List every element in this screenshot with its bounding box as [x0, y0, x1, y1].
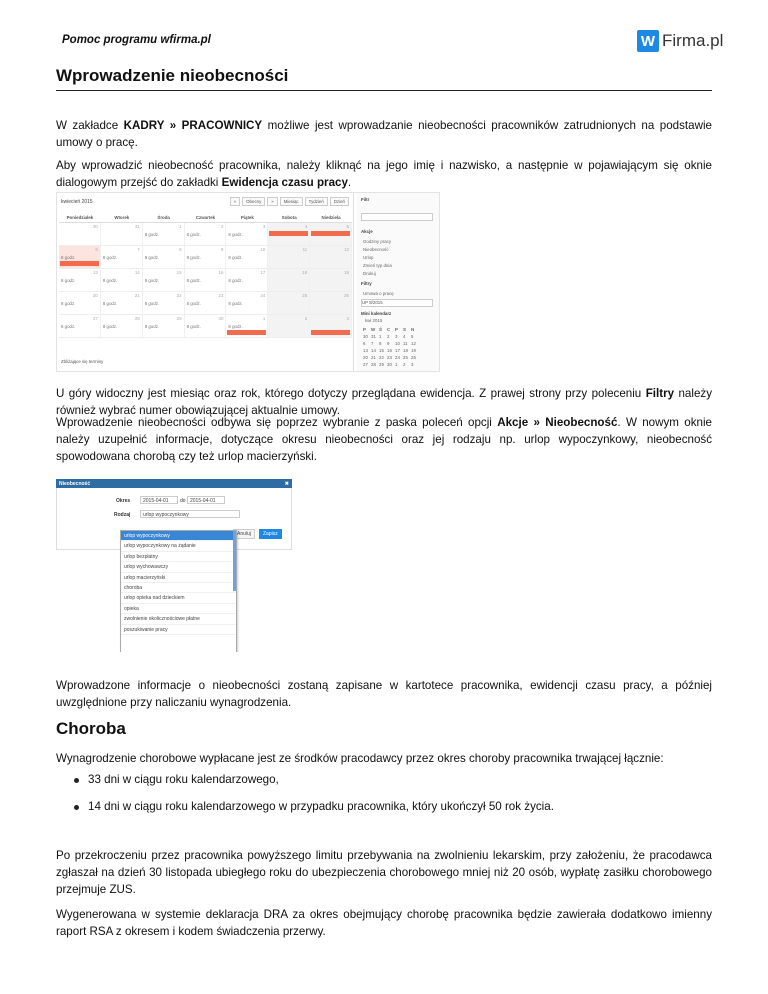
- dropdown-option: urlop opieka nad dzieckiem: [121, 593, 236, 603]
- calendar-day: [310, 315, 352, 337]
- dropdown-option: zwolnienie okolicznościowe płatne: [121, 614, 236, 624]
- mini-day: 20: [363, 355, 368, 360]
- mini-day: 18: [403, 348, 408, 353]
- mini-day: 23: [387, 355, 392, 360]
- calendar-week: [59, 246, 352, 269]
- day-header: Środa: [157, 215, 170, 220]
- calendar-sidebar: [357, 193, 440, 372]
- calendar-day: [101, 269, 143, 291]
- day-event: 8 godz.: [102, 301, 118, 306]
- calendar-day: [59, 223, 101, 245]
- paragraph-7: Po przekroczeniu przez pracownika powyższego limitu przebywania na zwolnieniu lekarskim, przy założeniu, że pracodawca zgłaszał na dzień 30 listopada ubiegłego roku do ubezpieczenia chorobowego mniej niż 20 osób, wypłatę zasiłku chorobowego przejmuje ZUS.: [56, 849, 712, 896]
- day-header: Niedziela: [321, 215, 341, 220]
- calendar-day: [310, 292, 352, 314]
- side-contract-value: UP 8/2015: [362, 300, 383, 305]
- rodzaj-label: Rodzaj: [114, 512, 131, 518]
- day-event: 8 godz.: [186, 301, 201, 306]
- calendar-day: [101, 292, 143, 314]
- calendar-day: [268, 315, 310, 337]
- calendar-day: [185, 246, 227, 268]
- day-event: 8 godz.: [144, 301, 160, 306]
- calendar-nav: [228, 197, 349, 206]
- day-number: 15: [176, 270, 182, 275]
- side-item: Godziny pracy: [363, 239, 392, 244]
- side-item: Zmień typ dnia: [363, 263, 392, 268]
- day-number: 29: [176, 316, 182, 321]
- mini-day: 24: [395, 355, 400, 360]
- day-number: 28: [134, 316, 140, 321]
- calendar-day: [268, 246, 310, 268]
- day-number: 2: [220, 224, 224, 229]
- side-actions-label: Akcje: [361, 229, 373, 234]
- day-number: 31: [134, 224, 140, 229]
- calendar-grid: [59, 213, 352, 338]
- day-event: 8 godz.: [228, 255, 243, 260]
- day-event: 8 godz.: [228, 301, 243, 306]
- nav-month: Miesiąc: [280, 197, 303, 206]
- mini-day: 5: [411, 334, 414, 339]
- calendar-day: [310, 246, 352, 268]
- day-event: 8 godz.: [144, 232, 160, 237]
- nav-day: Dzień: [330, 197, 349, 206]
- mini-day: 28: [371, 362, 376, 367]
- day-number: 27: [92, 316, 98, 321]
- calendar-day: [226, 292, 268, 314]
- dropdown-option: poszukiwanie pracy: [121, 625, 236, 635]
- side-filter-label: Filtr: [361, 197, 370, 202]
- day-header: Wtorek: [114, 215, 130, 220]
- day-event: 8 godz.: [102, 324, 118, 329]
- calendar-day: [185, 269, 227, 291]
- mini-day: 19: [411, 348, 416, 353]
- day-event: 8 godz.: [144, 255, 160, 260]
- rodzaj-dropdown: [120, 530, 237, 652]
- mini-day: 6: [363, 341, 366, 346]
- calendar-day: [226, 315, 268, 337]
- day-event: 8 godz.: [186, 255, 201, 260]
- mini-day: 26: [411, 355, 416, 360]
- mini-day: 15: [379, 348, 384, 353]
- calendar-month: kwiecień 2015: [61, 199, 93, 205]
- calendar-day: [101, 315, 143, 337]
- logo-text: Firma.pl: [662, 31, 724, 50]
- mini-day: 8: [379, 341, 382, 346]
- absence-bar: [60, 261, 99, 266]
- nav-current: Obecny: [242, 197, 265, 206]
- mini-day: 9: [387, 341, 390, 346]
- list-item: 14 dni w ciągu roku kalendarzowego w przypadku pracownika, który ukończył 50 rok życia.: [74, 800, 554, 820]
- mini-head: P: [363, 327, 366, 332]
- section-title-choroba: Choroba: [56, 719, 126, 738]
- day-number: 25: [302, 293, 308, 298]
- bullet-list: [74, 773, 554, 827]
- day-number: 3: [346, 316, 349, 321]
- absence-bar: [269, 231, 308, 236]
- calendar-day: [226, 269, 268, 291]
- side-item: Nieobecność: [363, 247, 389, 252]
- date-from-field: 2015-04-01: [140, 496, 178, 504]
- dropdown-scrollbar: [233, 531, 236, 591]
- mini-calendar: [363, 327, 419, 367]
- dropdown-option: choroba: [121, 583, 236, 593]
- calendar-day: [268, 223, 310, 245]
- side-filters-label: Filtry: [361, 281, 372, 286]
- day-number: 5: [346, 224, 349, 229]
- mini-day: 25: [403, 355, 408, 360]
- paragraph-1: W zakładce KADRY » PRACOWNICY możliwe jest wprowadzanie nieobecności pracowników zatrudnionych na podstawie umowy o pracę.: [56, 119, 712, 149]
- day-number: 21: [134, 293, 140, 298]
- day-event: 8 godz.: [102, 278, 118, 283]
- day-event: 8 godz.: [228, 324, 243, 329]
- day-number: 24: [260, 293, 266, 298]
- side-item: Drukuj: [363, 271, 376, 276]
- calendar-day: [268, 292, 310, 314]
- day-number: 2: [304, 316, 308, 321]
- day-event: 8 godz.: [186, 278, 201, 283]
- mini-day: 2: [403, 362, 406, 367]
- mini-day: 16: [387, 348, 392, 353]
- day-event: 8 godz.: [144, 278, 160, 283]
- day-number: 11: [302, 247, 308, 252]
- mini-day: 1: [379, 334, 382, 339]
- day-number: 9: [220, 247, 224, 252]
- mini-day: 21: [371, 355, 376, 360]
- mini-day: 4: [403, 334, 406, 339]
- calendar-day: [185, 292, 227, 314]
- paragraph-5: Wprowadzone informacje o nieobecności zostaną zapisane w kartotece pracownika, ewidencji czasu pracy, a później uwzględnione przy naliczaniu wynagrodzenia.: [56, 679, 712, 709]
- day-number: 8: [179, 247, 182, 252]
- day-header: Piątek: [240, 215, 254, 220]
- day-number: 30: [92, 224, 98, 229]
- paragraph-4: Wprowadzenie nieobecności odbywa się poprzez wybranie z paska poleceń opcji Akcje » Nieobecność. W nowym oknie należy uzupełnić informacje, dotyczące okresu nieobecności oraz jej rodzaju np. urlop wypoczynkowy, nieobecność spowodowana chorobą czy też urlop macierzyński.: [56, 416, 712, 463]
- calendar-day: [101, 223, 143, 245]
- mini-day: 17: [395, 348, 400, 353]
- calendar-day: [101, 246, 143, 268]
- wfirma-logo: [637, 30, 723, 52]
- mini-day: 10: [395, 341, 400, 346]
- day-number: 20: [92, 293, 98, 298]
- mini-day: 3: [395, 334, 398, 339]
- absence-bar: [311, 231, 350, 236]
- calendar-week: [59, 269, 352, 292]
- calendar-week: [59, 292, 352, 315]
- help-title: Pomoc programu wfirma.pl: [62, 34, 211, 46]
- day-number: 1: [262, 316, 266, 321]
- paragraph-8: Wygenerowana w systemie deklaracja DRA za okres obejmujący chorobę pracownika będzie zawierała dodatkowo imienny raport RSA z okresem i kodem świadczenia przerwy.: [56, 908, 712, 938]
- calendar-week: [59, 315, 352, 338]
- absence-dialog-screenshot: [56, 474, 428, 652]
- calendar-week: [59, 223, 352, 246]
- day-header: Poniedziałek: [66, 215, 94, 220]
- day-number: 13: [92, 270, 98, 275]
- dropdown-option: urlop wychowawczy: [121, 562, 236, 572]
- mini-day: 31: [371, 334, 376, 339]
- day-event: 8 godz.: [61, 324, 76, 329]
- okres-label: Okres: [116, 498, 131, 504]
- mini-day: 7: [371, 341, 374, 346]
- save-button: Zapisz: [259, 529, 282, 539]
- day-number: 30: [218, 316, 224, 321]
- logo-mark: W: [637, 30, 659, 52]
- dropdown-option: urlop bezpłatny: [121, 552, 236, 562]
- calendar-day: [143, 315, 185, 337]
- day-number: 6: [95, 247, 98, 252]
- mini-day: 13: [363, 348, 368, 353]
- mini-day: 30: [363, 334, 368, 339]
- calendar-day: [185, 223, 227, 245]
- day-header: Czwartek: [195, 215, 216, 220]
- mini-day: 3: [411, 362, 414, 367]
- calendar-day: [59, 246, 101, 268]
- absence-bar: [311, 330, 350, 335]
- day-event: 8 godz.: [186, 324, 201, 329]
- day-event: 8 godz.: [144, 324, 160, 329]
- mini-head: P: [395, 327, 398, 332]
- calendar-day: [59, 315, 101, 337]
- nav-next: »: [267, 197, 277, 206]
- day-event: 8 godz.: [61, 301, 76, 306]
- mini-day: 1: [395, 362, 398, 367]
- calendar-day: [310, 223, 352, 245]
- mini-head: Ś: [379, 327, 382, 332]
- side-search-box: [361, 213, 433, 221]
- mini-month: kwi 2015: [365, 318, 383, 323]
- day-event: 8 godz.: [61, 255, 76, 260]
- day-number: 10: [260, 247, 266, 252]
- calendar-screenshot: [56, 192, 440, 372]
- paragraph-2: Aby wprowadzić nieobecność pracownika, należy kliknąć na jego imię i nazwisko, a następnie w pojawiającym się oknie dialogowym przejść do zakładki Ewidencja czasu pracy.: [56, 159, 712, 189]
- calendar-day: [268, 269, 310, 291]
- day-number: 22: [176, 293, 182, 298]
- calendar-day: [143, 246, 185, 268]
- day-event: 8 godz.: [228, 278, 243, 283]
- day-number: 18: [302, 270, 308, 275]
- dialog-title: Nieobecność: [59, 481, 91, 487]
- day-event: 8 godz.: [228, 232, 243, 237]
- nav-prev: «: [230, 197, 240, 206]
- mini-head: W: [371, 327, 376, 332]
- mini-head: C: [387, 327, 391, 332]
- mini-day: 14: [371, 348, 376, 353]
- side-mini-label: Mini kalendarz: [361, 311, 392, 316]
- dropdown-option: opieka: [121, 604, 236, 614]
- calendar-day: [226, 246, 268, 268]
- mini-day: 30: [387, 362, 392, 367]
- day-number: 26: [344, 293, 349, 298]
- mini-day: 22: [379, 355, 384, 360]
- mini-head: N: [411, 327, 415, 332]
- day-header: Sobota: [281, 215, 297, 220]
- day-number: 14: [134, 270, 140, 275]
- calendar-day: [310, 269, 352, 291]
- day-number: 19: [344, 270, 349, 275]
- mini-day: 2: [387, 334, 390, 339]
- calendar-day: [143, 269, 185, 291]
- day-number: 7: [137, 247, 140, 252]
- day-number: 4: [304, 224, 308, 229]
- day-event: 8 godz.: [102, 255, 118, 260]
- dialog-titlebar: [56, 479, 292, 488]
- day-number: 16: [218, 270, 224, 275]
- paragraph-3: U góry widoczny jest miesiąc oraz rok, którego dotyczy przeglądana ewidencja. Z prawej strony przy poleceniu Filtry należy również wybrać numer obowiązującej aktualnie umowy.: [56, 387, 712, 417]
- day-number: 23: [218, 293, 224, 298]
- mini-day: 29: [379, 362, 384, 367]
- rodzaj-select: urlop wypoczynkowy: [140, 510, 240, 518]
- page-title: Wprowadzenie nieobecności: [56, 66, 712, 91]
- day-event: 8 godz.: [186, 232, 201, 237]
- calendar-day: [143, 292, 185, 314]
- calendar-day: [143, 223, 185, 245]
- mini-day: 27: [363, 362, 368, 367]
- calendar-day: [185, 315, 227, 337]
- day-number: 12: [344, 247, 349, 252]
- calendar-day: [59, 292, 101, 314]
- side-contract-select: [361, 299, 433, 307]
- calendar-footer: Zbliżające się terminy: [61, 359, 104, 364]
- close-icon: ✖: [284, 481, 289, 487]
- absence-bar: [227, 330, 266, 335]
- calendar-day: [226, 223, 268, 245]
- nav-week: Tydzień: [305, 197, 328, 206]
- do-label: do: [180, 498, 186, 504]
- day-number: 17: [260, 270, 266, 275]
- mini-head: S: [403, 327, 406, 332]
- side-contract-label: Umowa o pracę: [363, 291, 394, 296]
- dropdown-option: urlop macierzyński: [121, 573, 236, 583]
- list-item: 33 dni w ciągu roku kalendarzowego,: [74, 773, 554, 793]
- day-number: 1: [179, 224, 182, 229]
- mini-day: 12: [411, 341, 416, 346]
- mini-day: 11: [403, 341, 408, 346]
- dropdown-option: urlop wypoczynkowy: [121, 531, 236, 541]
- day-number: 3: [262, 224, 266, 229]
- dropdown-option: urlop wypoczynkowy na żądanie: [121, 541, 236, 551]
- side-item: Urlop: [363, 255, 374, 260]
- day-event: 8 godz.: [61, 278, 76, 283]
- date-to-field: 2015-04-01: [187, 496, 225, 504]
- paragraph-6: Wynagrodzenie chorobowe wypłacane jest ze środków pracodawcy przez okres choroby pracownika trwającej łącznie:: [56, 752, 664, 765]
- cancel-button: Anuluj: [233, 529, 255, 539]
- calendar-day: [59, 269, 101, 291]
